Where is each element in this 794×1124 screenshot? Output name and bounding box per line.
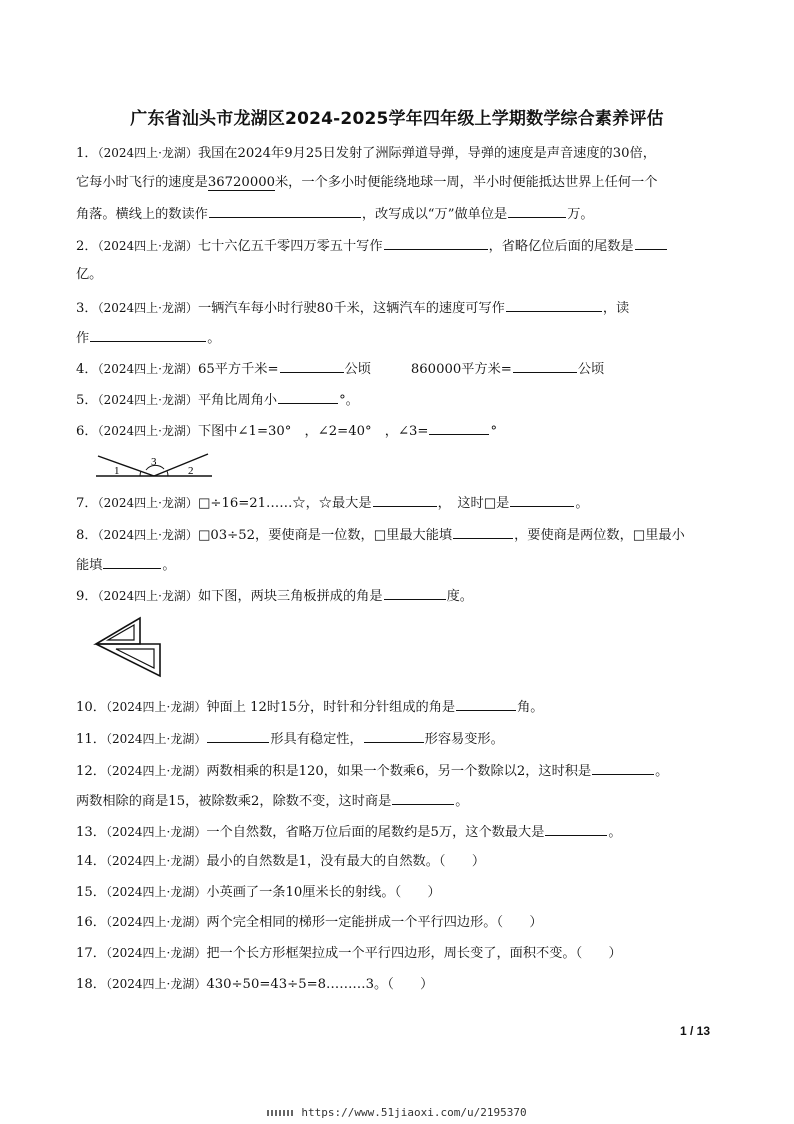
question-source: （2024四上·龙湖） — [105, 946, 207, 960]
question-source: （2024四上·龙湖） — [97, 301, 198, 315]
question-source: （2024四上·龙湖） — [105, 700, 207, 714]
triangle-rulers-figure — [92, 614, 166, 680]
question-17 — [76, 944, 716, 963]
question-text: 一辆汽车每小时行驶80千米，这辆汽车的速度可写作 — [197, 301, 505, 316]
question-text: 七十六亿五千零四万零五十写作 — [197, 239, 383, 254]
question-text: ， 这时□是 — [437, 496, 510, 511]
question-source: （2024四上·龙湖） — [105, 977, 207, 991]
page-title: 广东省汕头市龙湖区2024-2025学年四年级上学期数学综合素养评估 — [130, 109, 664, 129]
question-source: （2024四上·龙湖） — [97, 424, 198, 438]
question-text: 米，一个多小时便能绕地球一周，半小时便能抵达世界上任何一个 — [275, 175, 658, 190]
question-text: °。 — [339, 393, 359, 408]
question-3-line-2 — [76, 328, 716, 348]
question-text: 。 — [575, 496, 589, 511]
question-5 — [76, 390, 716, 410]
question-text: 它每小时飞行的速度是 — [76, 175, 208, 190]
question-source: （2024四上·龙湖） — [105, 825, 207, 839]
question-text: 。 — [655, 764, 669, 779]
question-number: 3． — [76, 301, 98, 316]
question-18 — [76, 975, 716, 994]
question-8-line-2 — [76, 555, 716, 575]
answer-blank[interactable] — [592, 761, 654, 775]
question-1-line-2 — [76, 174, 716, 192]
question-source: （2024四上·龙湖） — [105, 732, 207, 746]
answer-blank[interactable] — [384, 236, 488, 250]
question-text: 公顷 — [344, 362, 371, 377]
question-text: ，省略亿位后面的尾数是 — [488, 239, 634, 254]
question-text: 。 — [162, 558, 176, 573]
answer-blank[interactable] — [545, 822, 607, 836]
question-1-line-3 — [76, 204, 716, 224]
triangle-ruler-2-inner — [116, 649, 154, 668]
question-text: 平角比周角小 — [197, 393, 278, 408]
question-number: 12． — [76, 764, 106, 779]
question-text: 公顷 — [577, 362, 605, 377]
question-number: 16． — [76, 915, 106, 930]
question-number: 17． — [76, 946, 106, 961]
question-3-line-1 — [76, 298, 716, 318]
question-number: 6． — [76, 424, 98, 439]
question-14 — [76, 852, 716, 871]
question-text: 下图中∠1=30° ，∠2=40° ，∠3= — [197, 424, 429, 439]
ray-left — [98, 456, 154, 476]
question-number: 15． — [76, 885, 106, 900]
question-text: 形容易变形。 — [424, 732, 504, 747]
question-text: 最小的自然数是1，没有最大的自然数。（ ） — [206, 854, 486, 869]
answer-blank[interactable] — [103, 555, 161, 569]
question-6 — [76, 421, 716, 441]
question-text: 。 — [608, 825, 622, 840]
question-text: 。 — [455, 794, 469, 809]
question-text: ，读 — [602, 301, 630, 316]
question-9 — [76, 586, 716, 606]
question-source: （2024四上·龙湖） — [105, 854, 207, 868]
angle-figure — [94, 448, 214, 482]
question-text: 形具有稳定性， — [270, 732, 363, 747]
question-12-line-1 — [76, 761, 716, 781]
question-text: 把一个长方形框架拉成一个平行四边形，周长变了，面积不变。（ ） — [206, 946, 622, 961]
question-text: 小英画了一条10厘米长的射线。（ ） — [206, 885, 441, 900]
question-15 — [76, 883, 716, 902]
question-text: 能填 — [76, 558, 103, 573]
question-text: 860000平方米= — [410, 362, 512, 377]
question-text: 一个自然数，省略万位后面的尾数约是5万，这个数最大是 — [206, 825, 545, 840]
question-number: 14． — [76, 854, 106, 869]
triangle-ruler-1-inner — [108, 625, 134, 640]
answer-blank[interactable] — [635, 236, 667, 250]
question-1-line-1 — [76, 144, 716, 163]
question-text: 两数相除的商是15，被除数乘2，除数不变，这时商是 — [76, 794, 392, 809]
answer-blank[interactable] — [506, 298, 602, 312]
angle-label-3: 3 — [151, 456, 157, 468]
question-10 — [76, 697, 716, 717]
question-number: 10． — [76, 700, 106, 715]
answer-blank[interactable] — [207, 729, 269, 743]
answer-blank[interactable] — [364, 729, 424, 743]
question-text: 度。 — [446, 589, 473, 604]
question-source: （2024四上·龙湖） — [97, 362, 198, 376]
question-number: 7． — [76, 496, 98, 511]
footer-url[interactable] — [0, 1106, 794, 1119]
question-number: 18． — [76, 977, 106, 992]
question-text: 亿。 — [76, 267, 103, 282]
question-text: 如下图，两块三角板拼成的角是 — [197, 589, 383, 604]
question-text: ° — [490, 424, 498, 439]
question-text: 万。 — [567, 207, 594, 222]
question-text: 作 — [76, 331, 90, 346]
question-4 — [76, 359, 716, 379]
question-source: （2024四上·龙湖） — [105, 764, 207, 778]
answer-blank[interactable] — [373, 493, 437, 507]
answer-blank[interactable] — [429, 421, 489, 435]
arc-2 — [167, 471, 168, 476]
question-source: （2024四上·龙湖） — [97, 496, 198, 510]
question-12-line-2 — [76, 791, 716, 811]
question-source: （2024四上·龙湖） — [105, 915, 207, 929]
page-number: 1 / 13 — [679, 1024, 710, 1038]
footer-dots — [267, 1110, 295, 1116]
question-number: 13． — [76, 825, 106, 840]
angle-label-1: 1 — [114, 465, 120, 477]
answer-blank[interactable] — [384, 586, 446, 600]
question-11 — [76, 729, 716, 749]
question-text: □03÷52，要使商是一位数，□里最大能填 — [197, 528, 453, 543]
footer-link-text: https://www.51jiaoxi.com/u/2195370 — [301, 1106, 527, 1119]
answer-blank[interactable] — [278, 390, 338, 404]
question-text: 65平方千米= — [197, 362, 279, 377]
question-number: 1． — [76, 146, 98, 161]
question-7 — [76, 493, 716, 513]
answer-blank[interactable] — [510, 493, 574, 507]
question-text: 。 — [207, 331, 221, 346]
question-source: （2024四上·龙湖） — [97, 146, 198, 160]
question-number: 8． — [76, 528, 98, 543]
question-number: 5． — [76, 393, 98, 408]
question-text: 角。 — [517, 700, 544, 715]
question-number: 4． — [76, 362, 98, 377]
question-source: （2024四上·龙湖） — [97, 239, 198, 253]
question-number: 9． — [76, 589, 98, 604]
question-13 — [76, 822, 716, 842]
answer-blank[interactable] — [456, 697, 516, 711]
question-text: 钟面上 12时15分，时针和分针组成的角是 — [206, 700, 456, 715]
question-source: （2024四上·龙湖） — [97, 528, 198, 542]
answer-blank[interactable] — [513, 359, 577, 373]
question-8-line-1 — [76, 525, 716, 545]
answer-blank[interactable] — [508, 204, 566, 218]
question-text: 角落。横线上的数读作 — [76, 207, 208, 222]
answer-blank[interactable] — [453, 525, 513, 539]
question-number: 11． — [76, 732, 106, 747]
angle-label-2: 2 — [188, 465, 194, 477]
question-text: 430÷50=43÷5=8………3。（ ） — [206, 977, 434, 992]
question-text: 我国在2024年9月25日发射了洲际弹道导弹，导弹的速度是声音速度的30倍， — [197, 146, 656, 161]
question-text: □÷16=21……☆，☆最大是 — [197, 496, 372, 511]
question-text: ，要使商是两位数，□里最小 — [514, 528, 685, 543]
question-number: 2． — [76, 239, 98, 254]
question-source: （2024四上·龙湖） — [105, 885, 207, 899]
question-2-line-1 — [76, 236, 716, 256]
ray-right — [154, 454, 208, 476]
question-text: ，改写成以“万”做单位是 — [361, 207, 508, 222]
question-source: （2024四上·龙湖） — [97, 393, 198, 407]
question-2-line-2 — [76, 266, 716, 284]
answer-blank[interactable] — [280, 359, 344, 373]
answer-blank[interactable] — [90, 328, 206, 342]
question-16 — [76, 913, 716, 932]
answer-blank[interactable] — [209, 204, 361, 218]
question-source: （2024四上·龙湖） — [97, 589, 198, 603]
question-text: 两个完全相同的梯形一定能拼成一个平行四边形。（ ） — [206, 915, 543, 930]
answer-blank[interactable] — [392, 791, 454, 805]
underlined-number: 36720000 — [207, 175, 275, 190]
question-text: 两数相乘的积是120，如果一个数乘6，另一个数除以2，这时积是 — [206, 764, 592, 779]
